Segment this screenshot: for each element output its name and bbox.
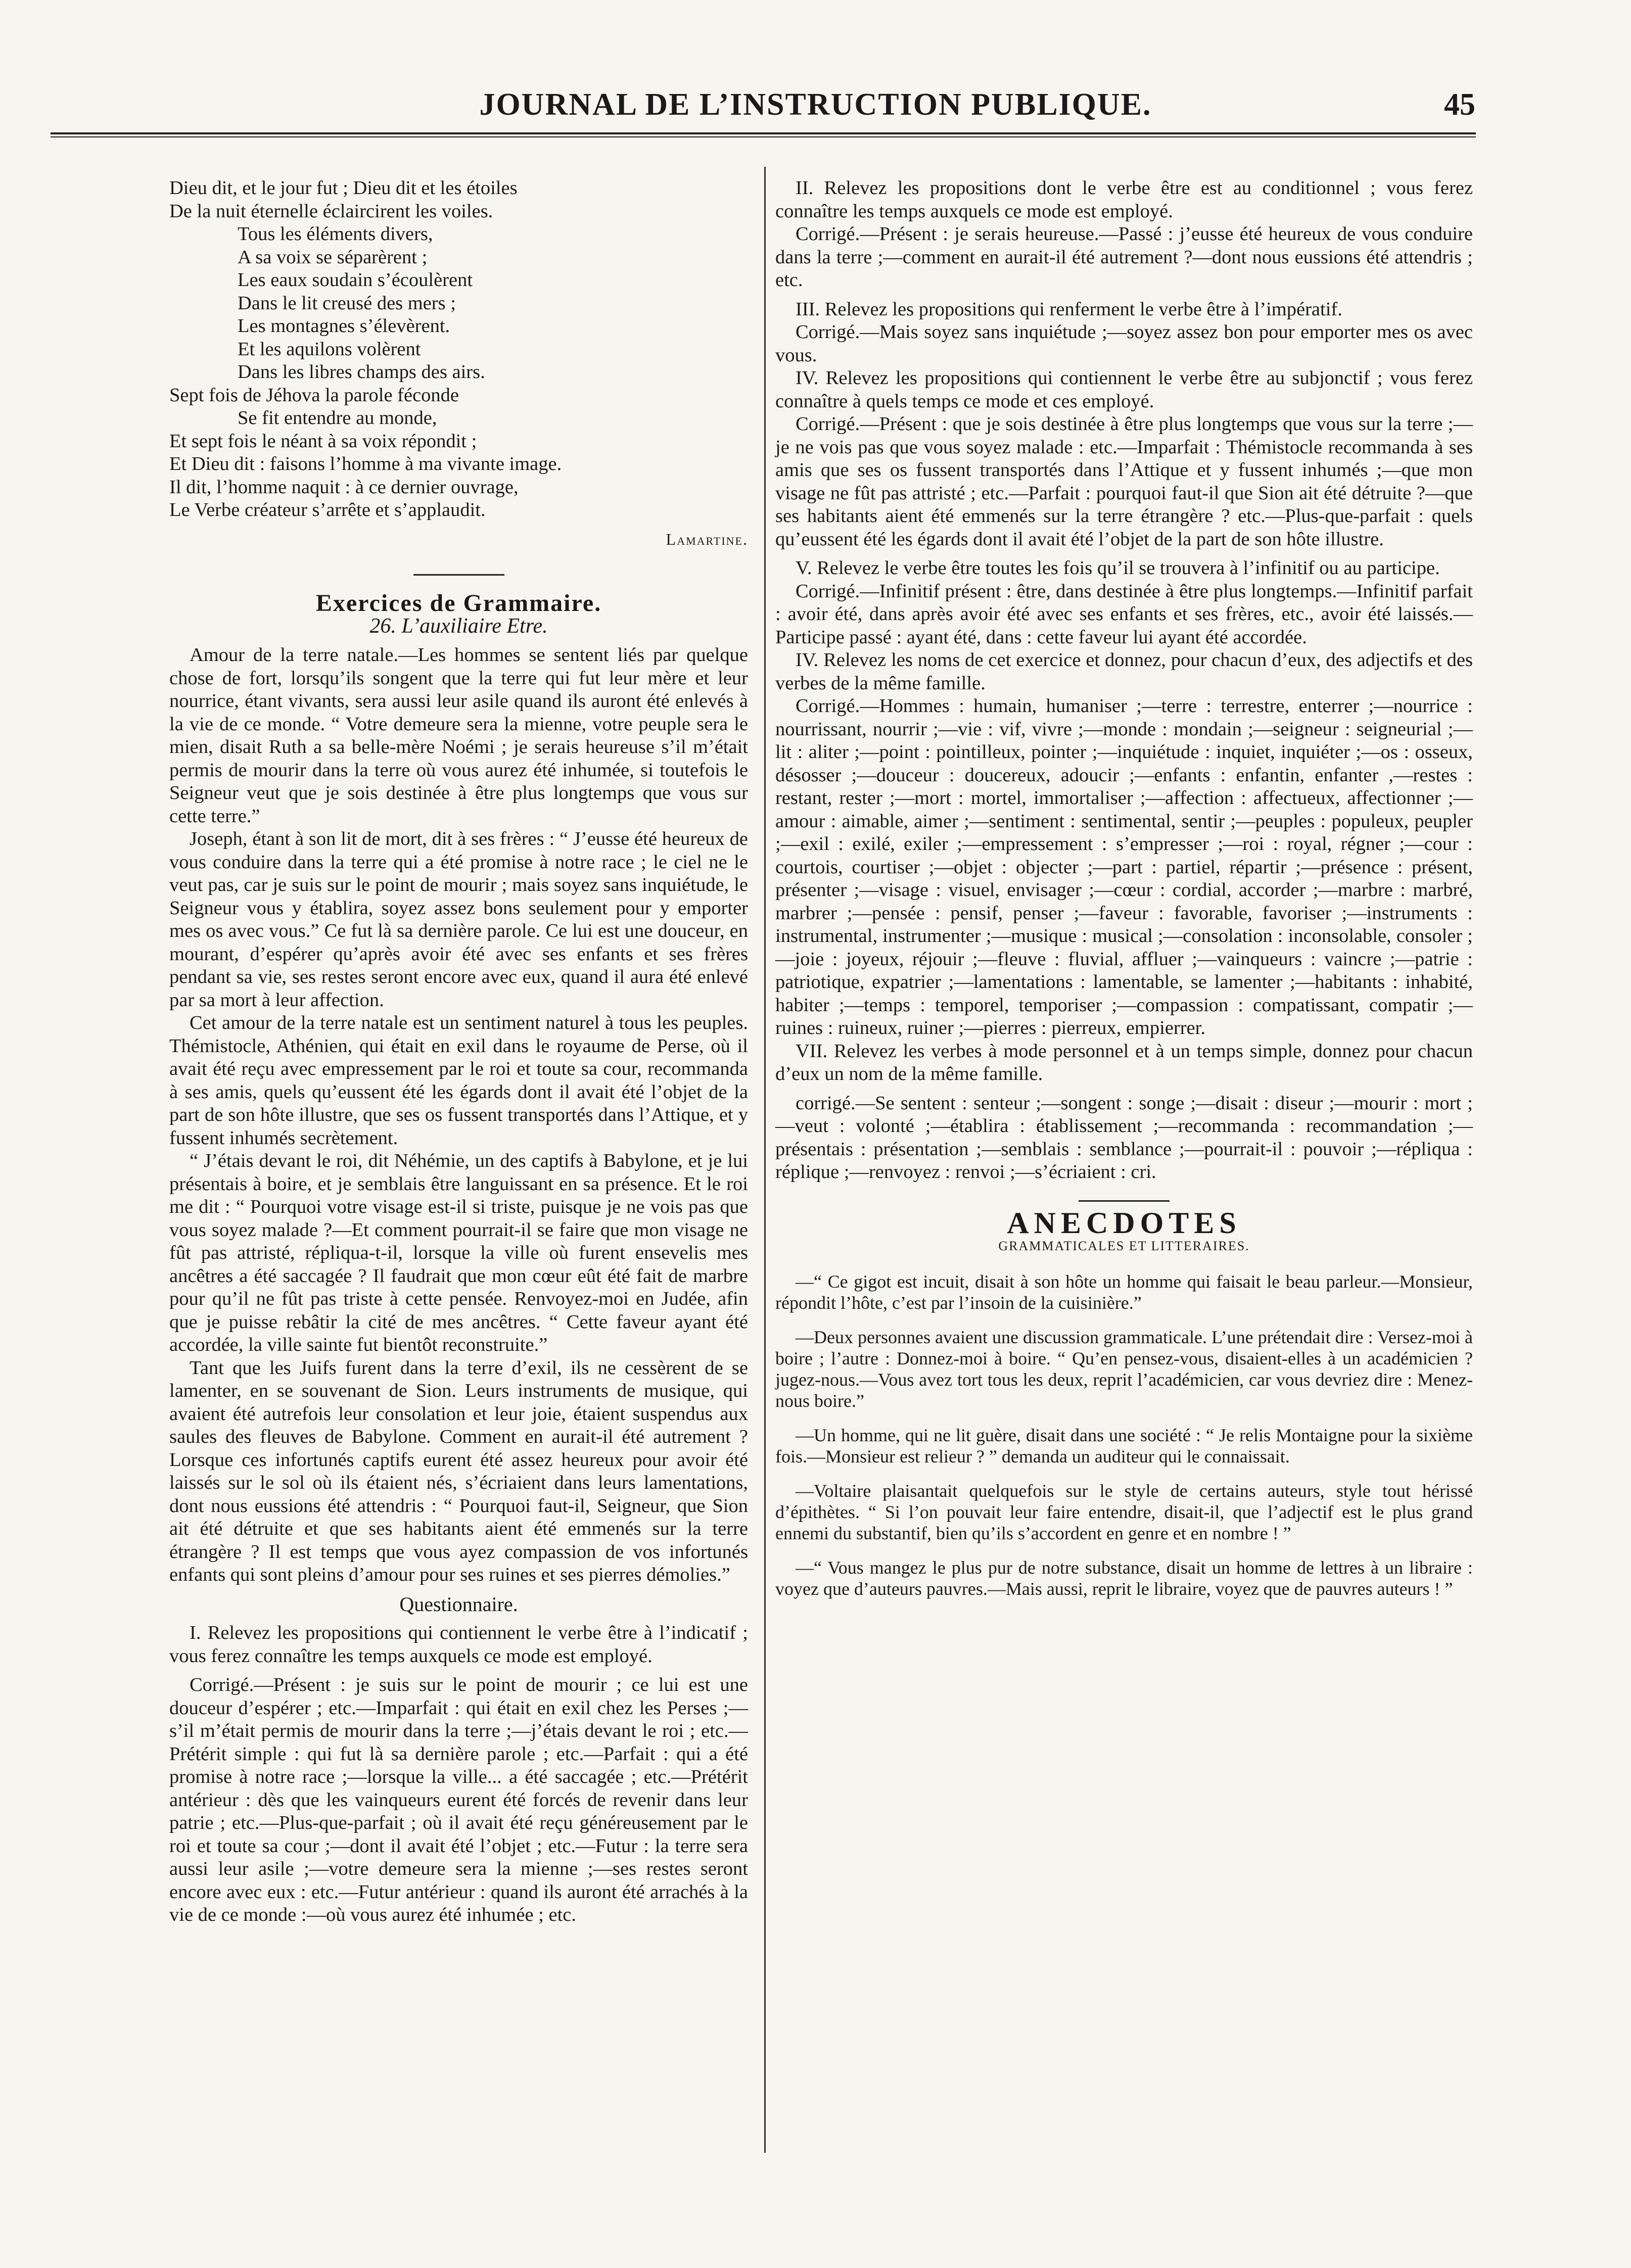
journal-title: JOURNAL DE L’INSTRUCTION PUBLIQUE.: [479, 87, 1152, 122]
poem-line: Et les aquilons volèrent: [238, 338, 421, 360]
poem-attribution: Lamartine.: [666, 530, 748, 548]
left-column: [169, 177, 748, 1927]
poem-line: Et Dieu dit : faisons l’homme à ma vivante image.: [169, 453, 562, 475]
questionnaire-title: Questionnaire.: [399, 1592, 518, 1616]
answer: Corrigé.—Présent : je suis sur le point de mourir ; ce lui est une douceur d’espérer ; etc.—Imparfait : qui était en exil chez les Perses ;—s’il m’était permis de mourir dans la terre ;—j’étais devant le roi ; etc.—Prétérit simple : qui fut là sa dernière parole ; etc.—Parfait : qui a été promise à notre race ;—lorsque la ville... a été saccagée ; etc.—Prétérit antérieur : dès que les vainqueurs eurent été forcés de revenir dans leur patrie ; etc.—Plus-que-parfait ; où il avait été reçu généreusement par le roi et toute sa cour ;—dont il avait été l’objet ; etc.—Futur : la terre sera aussi leur asile ;—votre demeure sera la mienne ;—ses restes seront encore avec eux : etc.—Futur antérieur : quand ils auront été arrachés à la vie de ce monde :—où vous aurez été inhumée ; etc.: [169, 1674, 748, 1925]
section-divider: [1079, 1200, 1170, 1202]
poem: [169, 177, 748, 522]
answer: Corrigé.—Présent : je serais heureuse.—Passé : j’eusse été heureux de vous conduire dans la terre ;—comment en aurait-il été autrement ?—dont nous eussions été attendris ; etc.: [775, 223, 1473, 291]
question: VII. Relevez les verbes à mode personnel et à un temps simple, donnez pour chacun d’eux un nom de la même famille.: [775, 1040, 1473, 1084]
anecdote: —“ Ce gigot est incuit, disait à son hôte un homme qui faisait le beau parleur.—Monsieur, répondit l’hôte, c’est par l’insoin de la cuisinière.”: [775, 1271, 1473, 1313]
anecdote: —Un homme, qui ne lit guère, disait dans une société : “ Je relis Montaigne pour la sixième fois.—Monsieur est relieur ? ” demanda un auditeur qui le connaissait.: [775, 1425, 1473, 1467]
poem-line: Dans le lit creusé des mers ;: [238, 292, 456, 314]
poem-line: Les eaux soudain s’écoulèrent: [238, 269, 473, 291]
anecdote: —“ Vous mangez le plus pur de notre substance, disait un homme de lettres à un libraire : voyez que d’auteurs pauvres.—Mais aussi, reprit le libraire, voyez que de pauvres auteurs ! ”: [775, 1557, 1473, 1599]
exercise-paragraph: Tant que les Juifs furent dans la terre d’exil, ils ne cessèrent de se lamenter, en se souvenant de Sion. Leurs instruments de musique, qui avaient été autrefois leur consolation et leur joie, étaient suspendus aux saules des fleuves de Babylone. Comment en aurait-il été autrement ? Lorsque ces infortunés captifs eurent été assez heureux pour avoir été laissés sur le sol où ils étaient nés, s’écriaient dans leurs lamentations, dont nous eussions été attendris : “ Pourquoi faut-il, Seigneur, que Sion ait été détruite et que ses habitants aient été emmenés sur la terre étrangère ? Il est temps que vous ayez compassion de vos infortunés enfants qui sont pleins d’amour pour ses ruines et ses pierres démolies.”: [169, 1357, 748, 1585]
answer: Corrigé.—Hommes : humain, humaniser ;—terre : terrestre, enterrer ;—nourrice : nourrissant, nourrir ;—vie : vif, vivre ;—monde : mondain ;—seigneur : seigneurial ;—lit : aliter ;—point : pointilleux, pointer ;—inquiétude : inquiet, inquiéter ;—os : osseux, désosser ;—douceur : doucereux, adoucir ;—enfants : enfantin, enfanter ,—restes : restant, rester ;—mort : mortel, immortaliser ;—affection : affectueux, affectionner ;—amour : aimable, aimer ;—sentiment : sentimental, sentir ;—peuples : populeux, peupler ;—exil : exilé, exiler ;—empressement : s’empresser ;—roi : royal, régner ;—cour : courtois, courtiser ;—objet : objecter ;—part : partiel, répartir ;—présence : présent, présenter ;—visage : visuel, envisager ;—cœur : cordial, accorder ;—marbre : marbré, marbrer ;—pensée : pensif, penser ;—faveur : favorable, favoriser ;—instruments : instrumental, instrumenter ;—musique : musical ;—consolation : inconsolable, consoler ;—joie : joyeux, réjouir ;—fleuve : fluvial, affluer ;—vainqueurs : vaincre ;—patrie : patriotique, expatrier ;—lamentations : lamentable, se lamenter ;—habitants : inhabité, habiter ;—temps : temporel, temporiser ;—compassion : compatissant, compatir ;—ruines : ruineux, ruiner ;—pierres : pierreux, empierrer.: [775, 695, 1473, 1038]
poem-line: Le Verbe créateur s’arrête et s’applaudit.: [169, 499, 486, 521]
poem-line: Se fit entendre au monde,: [238, 407, 437, 429]
answer: Corrigé.—Mais soyez sans inquiétude ;—soyez assez bon pour emporter mes os avec vous.: [775, 321, 1473, 366]
header-rule: [51, 132, 1476, 137]
exercise-paragraph: Amour de la terre natale.—Les hommes se sentent liés par quelque chose de fort, lorsqu’ils songent que la terre qui fut leur mère et leur nourrice, étant vivants, sera aussi leur asile quand ils auront été enlevés à la vie de ce monde. “ Votre demeure sera la mienne, votre peuple sera le mien, disait Ruth a sa belle-mère Noémi ; je serais heureuse s’il m’était permis de mourir dans la terre où vous aurez été inhumée, si toutefois le Seigneur veut que je sois destinée à être plus longtemps que vous sur cette terre.”: [169, 644, 748, 827]
question: IV. Relevez les noms de cet exercice et donnez, pour chacun d’eux, des adjectifs et des verbes de la même famille.: [775, 649, 1473, 694]
question: I. Relevez les propositions qui contiennent le verbe être à l’indicatif ; vous ferez connaître les temps auxquels ce mode est employé.: [169, 1622, 748, 1667]
anecdotes-subtitle: GRAMMATICALES ET LITTERAIRES.: [998, 1239, 1250, 1253]
anecdote: —Deux personnes avaient une discussion grammaticale. L’une prétendait dire : Versez-moi à boire ; l’autre : Donnez-moi à boire. “ Qu’en pensez-vous, disaient-elles à un académicien ? jugez-nous.—Vous avez tort tous les deux, reprit l’académicien, car vous devriez dire : Menez-nous boire.”: [775, 1327, 1473, 1411]
exercises-title: Exercices de Grammaire.: [315, 590, 602, 617]
question: II. Relevez les propositions dont le verbe être est au conditionnel ; vous ferez connaître les temps auxquels ce mode est employé.: [775, 177, 1473, 222]
page-number: 45: [1444, 87, 1475, 122]
exercise-paragraph: “ J’étais devant le roi, dit Néhémie, un des captifs à Babylone, et je lui présentais à boire, et je semblais être languissant en sa présence. Et le roi me dit : “ Pourquoi votre visage est-il si triste, puisque je ne vois pas que vous soyez malade ?—Et comment pourrait-il se faire que mon visage ne fût pas attristé, répliqua-t-il, lorsque la ville où furent ensevelis mes ancêtres a été saccagée ? Il faudrait que mon cœur eût été fait de marbre pour qu’il ne fût pas triste à cette pensée. Renvoyez-moi en Judée, afin que je puisse rebâtir la cité de mes ancêtres. “ Cette faveur ayant été accordée, la ville sainte fut bientôt reconstruite.”: [169, 1150, 748, 1355]
section-divider: [413, 574, 504, 576]
poem-line: Les montagnes s’élevèrent.: [238, 315, 450, 337]
poem-line: Dans les libres champs des airs.: [238, 361, 485, 383]
poem-line: Il dit, l’homme naquit : à ce dernier ouvrage,: [169, 476, 519, 498]
anecdote: —Voltaire plaisantait quelquefois sur le style de certains auteurs, style tout hérissé d’épithètes. “ Si l’on pouvait leur faire entendre, disait-il, que l’adjectif est le plus grand ennemi du substantif, bien qu’ils s’accordent en genre et en nombre ! ”: [775, 1480, 1473, 1543]
exercise-paragraph: Joseph, étant à son lit de mort, dit à ses frères : “ J’eusse été heureux de vous conduire dans la terre qui a été promise à notre race ; le ciel ne le veut pas, car je suis sur le point de mourir ; mais soyez sans inquiétude, le Seigneur vous y établira, soyez assez bons seulement pour y emporter mes os avec vous.” Ce fut là sa dernière parole. Ce lui est une douceur, en mourant, d’espérer qu’après avoir été avec ses enfants et ses frères pendant sa vie, ses restes seront encore avec eux, quand il aura été enlevé par sa mort à leur affection.: [169, 828, 748, 1011]
question: III. Relevez les propositions qui renferment le verbe être à l’impératif.: [796, 298, 1342, 320]
answer: corrigé.—Se sentent : senteur ;—songent : songe ;—disait : diseur ;—mourir : mort ;—veut : volonté ;—établira : établissement ;—recommanda : recommandation ;—présentais : présentation ;—semblais : semblance ;—pourrait-il : pouvoir ;—répliqua : réplique ;—renvoyez : renvoi ;—s’écriaient : cri.: [775, 1092, 1473, 1183]
answer: Corrigé.—Infinitif présent : être, dans destinée à être plus longtemps.—Infinitif parfait : avoir été, dans après avoir été avec ses enfants et ses frères, etc., avoir été laissés.—Participe passé : ayant été, dans : cette faveur lui ayant été accordée.: [775, 580, 1473, 648]
poem-line: A sa voix se séparèrent ;: [238, 246, 428, 268]
poem-line: Sept fois de Jéhova la parole féconde: [169, 384, 459, 406]
right-column: [775, 177, 1473, 1599]
anecdotes-title: ANECDOTES: [1007, 1206, 1241, 1240]
exercise-paragraph: Cet amour de la terre natale est un sentiment naturel à tous les peuples. Thémistocle, Athénien, qui était en exil dans le royaume de Perse, où il avait été reçu avec empressement par le roi et toute sa cour, recommanda à ses amis, quels qu’eussent été les égards dont il avait été l’objet de la part de son hôte illustre, que ses os fussent transportés dans l’Attique, et y fussent inhumés secrètement.: [169, 1012, 748, 1149]
poem-line: Dieu dit, et le jour fut ; Dieu dit et les étoiles: [169, 177, 518, 199]
poem-line: Et sept fois le néant à sa voix répondit ;: [169, 430, 477, 452]
question: IV. Relevez les propositions qui contiennent le verbe être au subjonctif ; vous ferez connaître à quels temps ce mode et ces employé.: [775, 367, 1473, 412]
lesson-title: 26. L’auxiliaire Etre.: [369, 614, 548, 638]
answer: Corrigé.—Présent : que je sois destinée à être plus longtemps que vous sur la terre ;—je ne vois pas que vous soyez malade : etc.—Imparfait : Thémistocle recommanda à ses amis que ses os fussent transportés dans l’Attique et y fussent inhumés ;—que mon visage ne fût pas attristé ; etc.—Parfait : pourquoi faut-il que Sion ait été détruite ?—que ses habitants aient été emmenés sur la terre étrangère ? etc.—Plus-que-parfait : quels qu’eussent été les égards dont il avait été l’objet de la part de son hôte illustre.: [775, 413, 1473, 550]
poem-line: De la nuit éternelle éclaircirent les voiles.: [169, 200, 493, 222]
poem-line: Tous les éléments divers,: [238, 223, 433, 245]
column-divider: [764, 167, 766, 2153]
question: V. Relevez le verbe être toutes les fois qu’il se trouvera à l’infinitif ou au participe.: [796, 557, 1440, 579]
